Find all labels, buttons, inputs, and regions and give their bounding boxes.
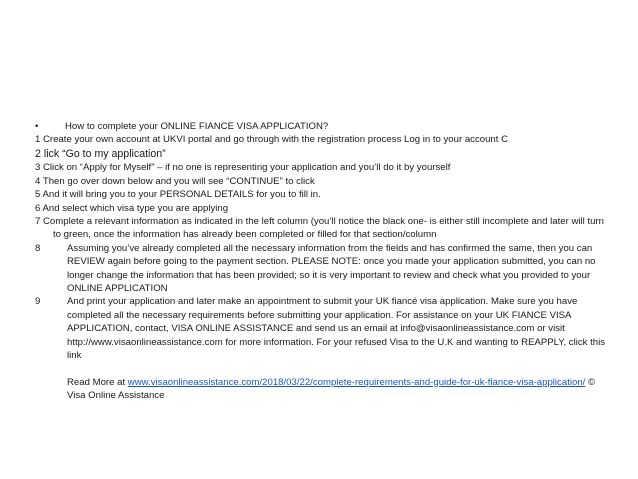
step-8-text: Assuming you’ve already completed all the necessary information from the fields and has confirmed the same, then you can REVIEW again before going to the payment section. PLEASE NOTE: once you made your application submitted, you can no longer change the information that has been provided; so it is very important to review and check what you provided to your ONLINE APPLICATION [67,242,596,295]
read-more [67,376,610,403]
bullet-icon: • [35,121,39,132]
instructions-list [35,120,610,402]
step-4: 4 Then go over down below and you will see “CONTINUE” to click [35,175,315,187]
step-9-body [67,295,610,402]
step-3: 3 Click on “Apply for Myself” – if no one is representing your application and you’ll do it by yourself [35,162,451,174]
step-5: 5 And it will bring you to your PERSONAL DETAILS for you to fill in. [35,189,321,201]
step-9-number: 9 [35,296,41,308]
step-8-number: 8 [35,242,41,254]
read-more-suffix: © Visa Online Assistance [67,376,596,401]
step-8 [35,242,610,296]
step-6: 6 And select which visa type you are applying [35,202,229,214]
read-more-link[interactable]: www.visaonlineassistance.com/2018/03/22/complete-requirements-and-guide-for-uk-fiance-visa-application/ [127,376,586,388]
read-more-prefix: Read More at [67,376,128,388]
list-heading [35,120,610,133]
spacer [67,363,610,376]
list-heading-text: How to complete your ONLINE FIANCE VISA APPLICATION? [65,121,329,132]
step-1: 1 Create your own account at UKVI portal and go through with the registration process Log in to your account C [35,134,509,146]
step-2: 2 lick “Go to my application” [35,147,166,160]
step-9 [35,295,610,402]
step-7: 7 Complete a relevant information as indicated in the left column (you’ll notice the black one- is either still incomplete and later will turn to green, once the information has already been completed or filled for that section/column [35,216,604,241]
step-9-text: And print your application and later make an appointment to submit your UK fiancé visa application. Make sure you have completed all the necessary requirements before submitting your application. For assistance on your UK FIANCE VISA APPLICATION, contact, VISA ONLINE ASSISTANCE and send us an email at info@visaonlineassistance.com or visit http://www.visaonlineassistance.com for more information. For your refused Visa to the U.K and wanting to REAPPLY, click this link [67,296,606,362]
